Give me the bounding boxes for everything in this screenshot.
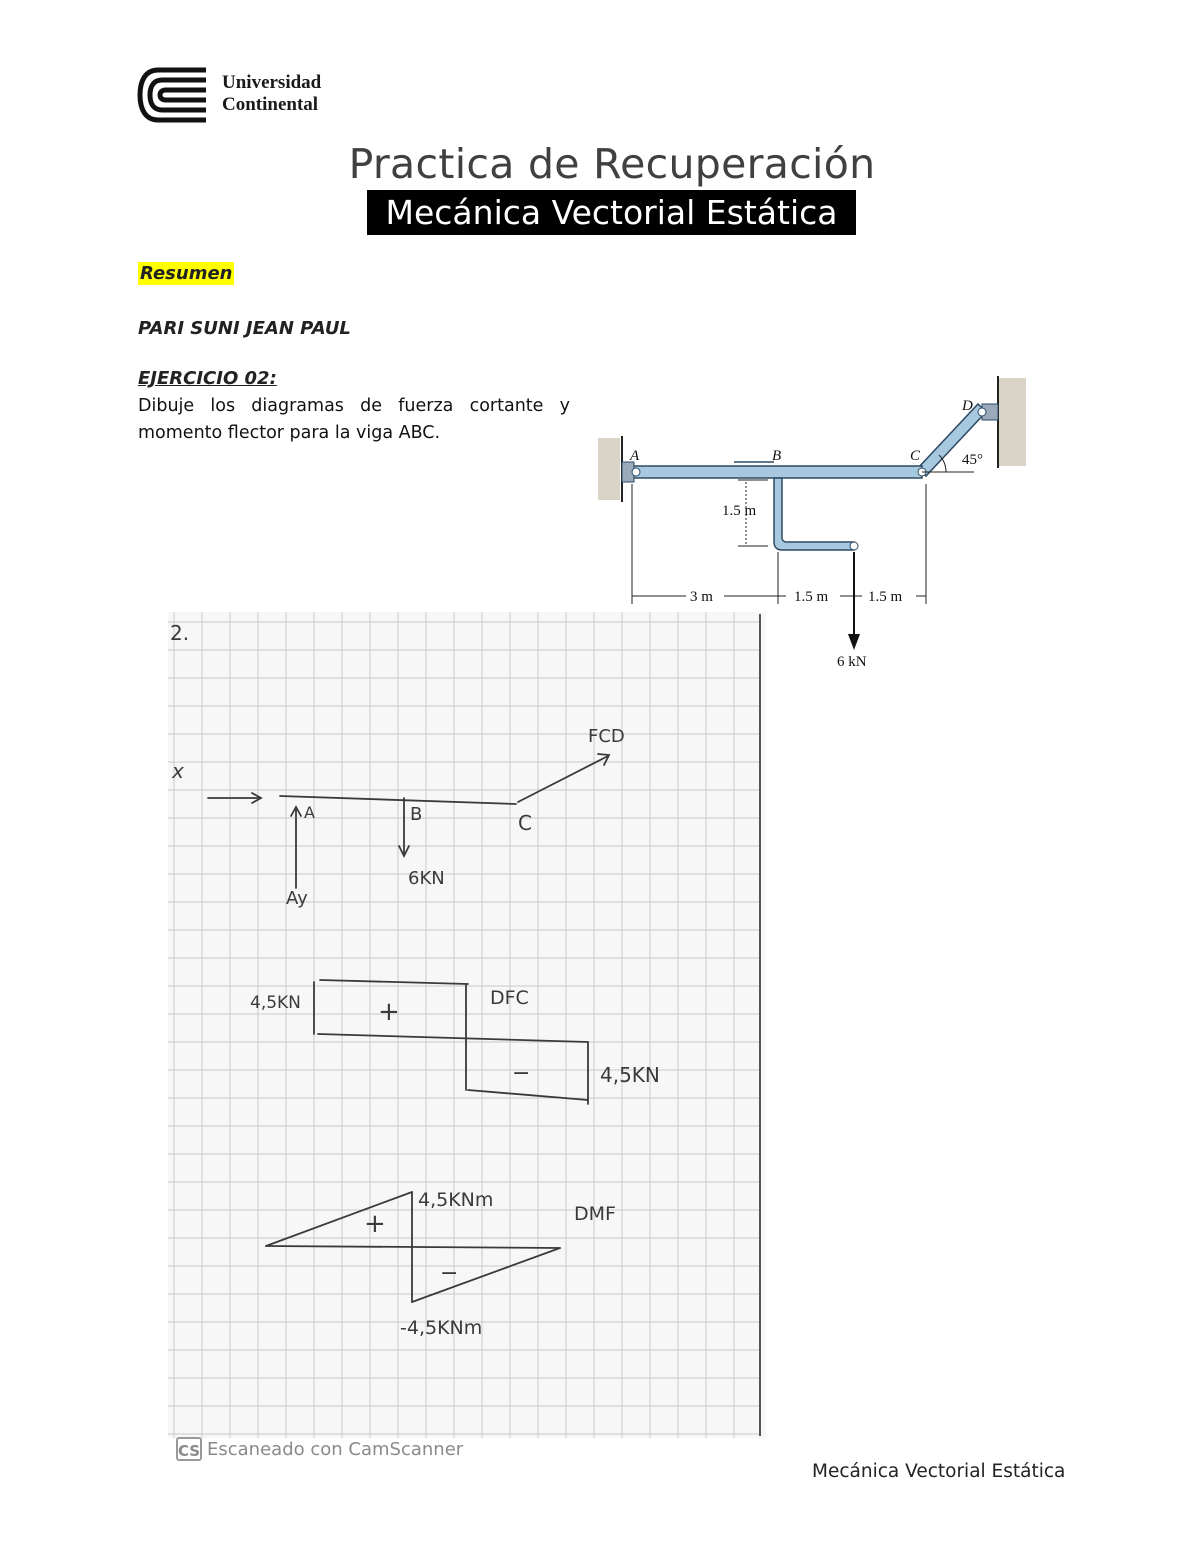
label-d: D bbox=[962, 398, 973, 414]
university-name bbox=[222, 72, 321, 116]
logo-line-1: Universidad bbox=[222, 72, 322, 93]
hw-shear-minus: − bbox=[512, 1061, 531, 1086]
load-arrow-head bbox=[848, 634, 860, 650]
hw-ay: Ay bbox=[286, 888, 308, 909]
hw-shear-neg: 4,5KN bbox=[600, 1063, 660, 1087]
camscanner-text: Escaneado con CamScanner bbox=[207, 1438, 464, 1460]
label-dim-b-load: 1.5 m bbox=[794, 589, 829, 605]
left-wall bbox=[598, 438, 620, 500]
label-b: B bbox=[772, 448, 782, 464]
logo-line-2: Continental bbox=[222, 94, 319, 115]
hw-moment-min: -4,5KNm bbox=[400, 1317, 483, 1339]
label-a: A bbox=[630, 448, 640, 464]
hw-moment-plus: + bbox=[364, 1209, 386, 1239]
right-wall bbox=[998, 378, 1026, 466]
hw-moment-label: DMF bbox=[574, 1203, 616, 1225]
label-angle: 45° bbox=[962, 452, 983, 468]
exercise-line-1: Dibuje los diagramas de fuerza cortante y bbox=[138, 396, 570, 416]
exercise-statement bbox=[138, 393, 570, 447]
hw-point-b: B bbox=[410, 804, 423, 825]
page-title: Practica de Recuperación bbox=[348, 140, 876, 188]
hw-moment-max: 4,5KNm bbox=[418, 1189, 494, 1211]
hw-axis: x bbox=[172, 759, 184, 783]
handwritten-solution-scan bbox=[168, 612, 766, 1438]
exercise-title: EJERCICIO 02: bbox=[138, 368, 277, 389]
hw-shear-label: DFC bbox=[490, 987, 529, 1009]
university-logo-icon bbox=[136, 66, 212, 124]
pin-load bbox=[850, 542, 858, 550]
hw-number: 2. bbox=[170, 621, 190, 645]
label-dim-ab: 3 m bbox=[690, 589, 713, 605]
pin-d bbox=[978, 408, 986, 416]
hw-shear-pos: 4,5KN bbox=[250, 993, 301, 1013]
page-footer: Mecánica Vectorial Estática bbox=[812, 1461, 1066, 1482]
course-subtitle: Mecánica Vectorial Estática bbox=[367, 190, 856, 235]
camscanner-icon: CS bbox=[176, 1437, 202, 1461]
hw-fcd: FCD bbox=[588, 726, 625, 747]
b-arm bbox=[774, 478, 854, 550]
beam-abc bbox=[626, 466, 922, 478]
section-label: Resumen bbox=[140, 263, 233, 284]
label-vertical-dim: 1.5 m bbox=[722, 503, 757, 519]
label-load: 6 kN bbox=[837, 654, 867, 670]
label-dim-load-c: 1.5 m bbox=[868, 589, 903, 605]
hw-load: 6KN bbox=[408, 868, 445, 889]
hw-shear-plus: + bbox=[378, 997, 400, 1027]
hw-point-a: A bbox=[304, 803, 315, 822]
hw-point-c: C bbox=[518, 811, 532, 835]
student-name: PARI SUNI JEAN PAUL bbox=[138, 318, 351, 339]
hw-moment-minus: − bbox=[440, 1261, 459, 1286]
camscanner-watermark bbox=[176, 1437, 463, 1461]
label-c: C bbox=[910, 448, 921, 464]
pin-a bbox=[632, 468, 640, 476]
exercise-line-2: momento flector para la viga ABC. bbox=[138, 423, 441, 443]
